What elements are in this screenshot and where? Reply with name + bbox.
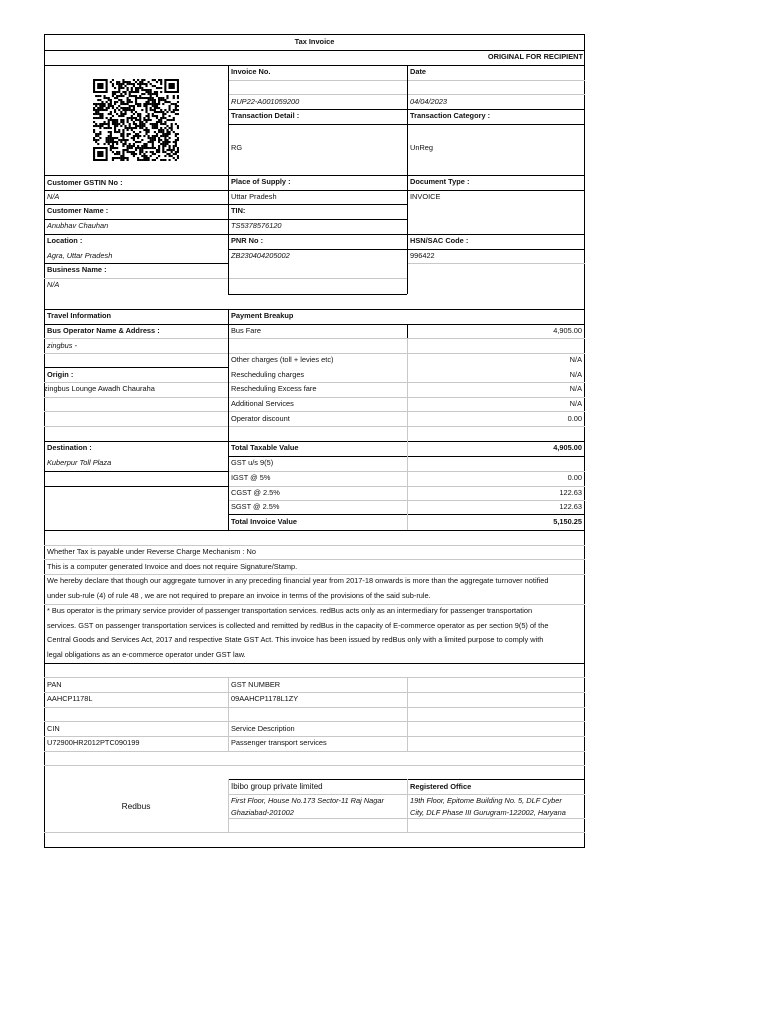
customer-name-label: Customer Name : xyxy=(47,206,109,215)
rule xyxy=(44,234,228,235)
grid-line xyxy=(44,604,585,605)
grid-line xyxy=(228,677,229,751)
operator-value: zingbus - xyxy=(47,341,77,350)
rule xyxy=(44,175,585,176)
rule xyxy=(228,65,229,294)
rule xyxy=(228,219,407,220)
gst-section-label: GST u/s 9(5) xyxy=(231,458,274,467)
grid-line xyxy=(44,692,585,693)
registered-office-line: City, DLF Phase III Gurugram-122002, Haryana xyxy=(410,808,566,817)
rescheduling-label: Rescheduling charges xyxy=(231,370,305,379)
additional-services-label: Additional Services xyxy=(231,399,294,408)
grid-line xyxy=(44,832,585,833)
hsn-label: HSN/SAC Code : xyxy=(410,236,469,245)
rule xyxy=(44,50,585,51)
grid-line xyxy=(44,574,585,575)
rule xyxy=(44,65,585,66)
brand-name: Redbus xyxy=(121,801,151,811)
grid-line xyxy=(44,353,585,354)
other-charges-label: Other charges (toll + levies etc) xyxy=(231,355,334,364)
grid-line xyxy=(44,426,585,427)
rescheduling-value: N/A xyxy=(569,370,582,379)
grid-line xyxy=(228,779,229,832)
destination-label: Destination : xyxy=(47,443,92,452)
pnr-value: ZB230404205002 xyxy=(231,251,290,260)
gst-number-value: 09AAHCP1178L1ZY xyxy=(231,694,299,703)
business-name-value: N/A xyxy=(47,280,60,289)
grid-line xyxy=(44,278,228,279)
registered-office-line: 19th Floor, Epitome Building No. 5, DLF Cyber xyxy=(410,796,562,805)
business-name-label: Business Name : xyxy=(47,265,107,274)
origin-label: Origin : xyxy=(47,370,74,379)
document-type-value: INVOICE xyxy=(410,192,441,201)
grid-line xyxy=(407,779,408,832)
rule xyxy=(44,367,228,368)
service-description-value: Passenger transport services xyxy=(231,738,327,747)
grid-line xyxy=(44,707,585,708)
rule xyxy=(44,324,585,325)
invoice-no-value: RUP22-A001059200 xyxy=(231,97,300,106)
cgst-value: 122.63 xyxy=(559,488,582,497)
additional-services-value: N/A xyxy=(569,399,582,408)
grid-line xyxy=(407,677,408,751)
operator-discount-label: Operator discount xyxy=(231,414,290,423)
qr-code-icon xyxy=(93,79,179,161)
transaction-category-label: Transaction Category : xyxy=(410,111,491,120)
note-line: Whether Tax is payable under Reverse Charge Mechanism : No xyxy=(47,547,256,556)
pan-label: PAN xyxy=(47,680,62,689)
rule xyxy=(44,263,228,264)
rule xyxy=(228,294,407,295)
location-value: Agra, Uttar Pradesh xyxy=(47,251,113,260)
rescheduling-excess-label: Rescheduling Excess fare xyxy=(231,384,317,393)
location-label: Location : xyxy=(47,236,83,245)
grid-line xyxy=(44,721,585,722)
grid-line xyxy=(44,411,585,412)
document-title: Tax Invoice xyxy=(294,37,335,46)
copy-label: ORIGINAL FOR RECIPIENT xyxy=(487,52,583,61)
place-of-supply-label: Place of Supply : xyxy=(231,177,291,186)
rule xyxy=(44,219,228,220)
grid-line xyxy=(44,677,585,678)
customer-gstin-value: N/A xyxy=(47,192,60,201)
rule xyxy=(44,530,585,531)
grid-line xyxy=(407,263,585,264)
sgst-value: 122.63 xyxy=(559,502,582,511)
rule xyxy=(228,204,407,205)
payment-heading: Payment Breakup xyxy=(231,311,294,320)
total-invoice-value: 5,150.25 xyxy=(553,517,582,526)
place-of-supply-value: Uttar Pradesh xyxy=(231,192,277,201)
grid-line xyxy=(407,338,408,530)
total-invoice-label: Total Invoice Value xyxy=(231,517,297,526)
grid-line xyxy=(44,545,585,546)
travel-heading: Travel Information xyxy=(47,311,112,320)
total-taxable-value: 4,905.00 xyxy=(553,443,582,452)
igst-label: IGST @ 5% xyxy=(231,473,271,482)
pnr-label: PNR No : xyxy=(231,236,264,245)
operator-discount-value: 0.00 xyxy=(567,414,582,423)
grid-line xyxy=(44,338,585,339)
cin-value: U72900HR2012PTC090199 xyxy=(47,738,140,747)
rule xyxy=(44,190,585,191)
note-line: under sub-rule (4) of rule 48 , we are not required to prepare an invoice in terms of the provisions of the said sub-rule. xyxy=(47,591,431,600)
grid-line xyxy=(44,765,585,766)
note-line: This is a computer generated Invoice and does not require Signature/Stamp. xyxy=(47,562,298,571)
pan-value: AAHCP1178L xyxy=(47,694,93,703)
rule xyxy=(407,324,408,338)
note-line: Central Goods and Services Act, 2017 and respective State GST Act. This invoice has been issued by redBus only with a limited purpose to comply with xyxy=(47,635,544,644)
legal-entity-name: Ibibo group private limited xyxy=(231,782,323,791)
grid-line xyxy=(44,382,585,383)
igst-value: 0.00 xyxy=(567,473,582,482)
destination-value: Kuberpur Toll Plaza xyxy=(47,458,112,467)
grid-line xyxy=(44,751,585,752)
service-description-label: Service Description xyxy=(231,724,295,733)
rule xyxy=(44,309,585,310)
transaction-category-value: UnReg xyxy=(410,143,434,152)
other-charges-value: N/A xyxy=(569,355,582,364)
note-line: services. GST on passenger transportation services is collected and remitted by redBus in the capacity of E-commerce operator as per section 9(5) of the xyxy=(47,621,549,630)
registered-office-label: Registered Office xyxy=(410,782,472,791)
grid-line xyxy=(44,397,585,398)
bus-fare-value: 4,905.00 xyxy=(553,326,582,335)
cgst-label: CGST @ 2.5% xyxy=(231,488,280,497)
note-line: legal obligations as an e-commerce operator under GST law. xyxy=(47,650,246,659)
gst-number-label: GST NUMBER xyxy=(231,680,281,689)
transaction-detail-label: Transaction Detail : xyxy=(231,111,300,120)
transaction-detail-value: RG xyxy=(231,143,243,152)
company-address-line: First Floor, House No.173 Sector-11 Raj Nagar xyxy=(231,796,384,805)
total-taxable-label: Total Taxable Value xyxy=(231,443,299,452)
grid-line xyxy=(228,278,407,279)
cin-label: CIN xyxy=(47,724,60,733)
note-line: * Bus operator is the primary service provider of passenger transportation services. redBus acts only as an intermediary for passenger transportation xyxy=(47,606,533,615)
document-type-label: Document Type : xyxy=(410,177,470,186)
tin-label: TIN: xyxy=(231,206,246,215)
origin-value: zingbus Lounge Awadh Chauraha xyxy=(44,384,155,393)
date-value: 04/04/2023 xyxy=(410,97,447,106)
operator-label: Bus Operator Name & Address : xyxy=(47,326,160,335)
date-label: Date xyxy=(410,67,427,76)
sgst-label: SGST @ 2.5% xyxy=(231,502,280,511)
rule xyxy=(228,309,229,530)
rule xyxy=(44,204,228,205)
note-line: We hereby declare that though our aggregate turnover in any preceding financial year from 2017-18 onwards is more than the aggregate turnover notified xyxy=(47,576,549,585)
rule xyxy=(44,441,228,442)
rule xyxy=(44,486,228,487)
grid-line xyxy=(44,559,585,560)
rescheduling-excess-value: N/A xyxy=(569,384,582,393)
tin-value: TS5378576120 xyxy=(231,221,282,230)
rule xyxy=(44,471,228,472)
customer-name-value: Anubhav Chauhan xyxy=(47,221,109,230)
company-address-line: Ghaziabad-201002 xyxy=(231,808,294,817)
grid-line xyxy=(44,736,585,737)
invoice-no-label: Invoice No. xyxy=(231,67,271,76)
rule xyxy=(407,65,408,294)
rule xyxy=(44,663,585,664)
customer-gstin-label: Customer GSTIN No : xyxy=(47,178,123,187)
hsn-value: 996422 xyxy=(410,251,435,260)
bus-fare-label: Bus Fare xyxy=(231,326,261,335)
